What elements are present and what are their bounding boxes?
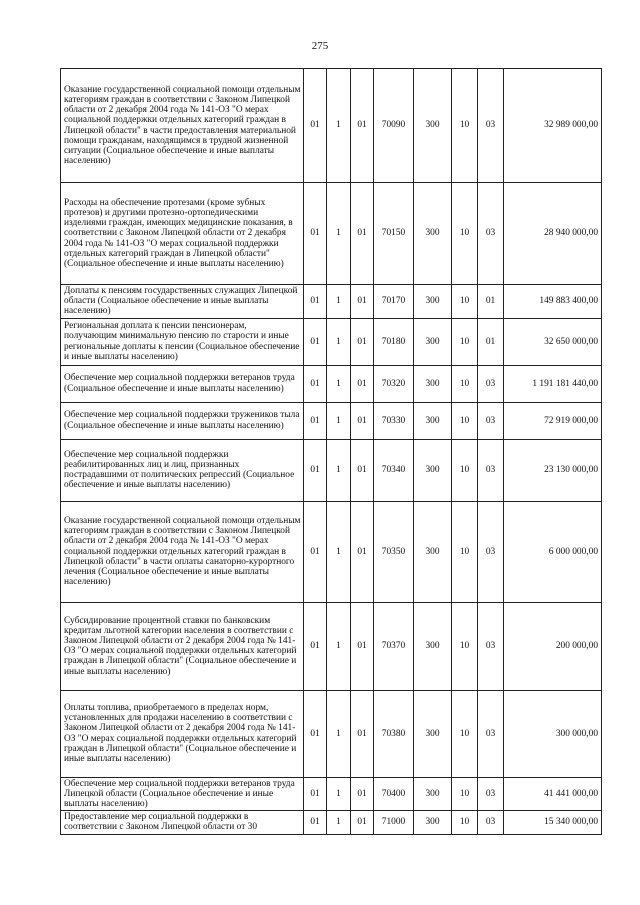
main-activity-code: 01 (351, 318, 374, 365)
subprogram-code: 1 (327, 318, 351, 365)
amount: 32 989 000,00 (504, 69, 602, 183)
subsection-code: 03 (478, 183, 504, 285)
amount: 15 340 000,00 (504, 811, 602, 834)
section-code: 10 (452, 365, 478, 402)
expense-description: Обеспечение мер социальной поддержки тружеников тыла (Социальное обеспечение и иные выплаты населению) (61, 402, 304, 439)
direction-code: 70090 (374, 69, 414, 183)
main-activity-code: 01 (351, 501, 374, 602)
program-code: 01 (304, 318, 327, 365)
section-code: 10 (452, 777, 478, 811)
subprogram-code: 1 (327, 285, 351, 319)
section-code: 10 (452, 811, 478, 834)
amount: 32 650 000,00 (504, 318, 602, 365)
expense-type-code: 300 (414, 690, 452, 777)
expense-type-code: 300 (414, 811, 452, 834)
direction-code: 70380 (374, 690, 414, 777)
subsection-code: 03 (478, 690, 504, 777)
subprogram-code: 1 (327, 439, 351, 501)
amount: 1 191 181 440,00 (504, 365, 602, 402)
section-code: 10 (452, 439, 478, 501)
expense-description: Оказание государственной социальной помощи отдельным категориям граждан в соответствии с Законом Липецкой области от 2 декабря 2004 года № 141-ОЗ "О мерах социальной поддержки отдельных категорий граждан в Липецкой области" в части оплаты санаторно-курортного лечения (Социальное обеспечение и иные выплаты населению) (61, 501, 304, 602)
amount: 41 441 000,00 (504, 777, 602, 811)
subprogram-code: 1 (327, 69, 351, 183)
table-row (61, 285, 602, 319)
expense-type-code: 300 (414, 439, 452, 501)
section-code: 10 (452, 602, 478, 690)
table-row (61, 183, 602, 285)
direction-code: 70150 (374, 183, 414, 285)
amount: 72 919 000,00 (504, 402, 602, 439)
main-activity-code: 01 (351, 183, 374, 285)
table-row (61, 602, 602, 690)
main-activity-code: 01 (351, 402, 374, 439)
table-body (61, 69, 602, 835)
subsection-code: 03 (478, 777, 504, 811)
expense-type-code: 300 (414, 777, 452, 811)
subsection-code: 01 (478, 285, 504, 319)
expense-type-code: 300 (414, 285, 452, 319)
page-number: 275 (311, 40, 329, 52)
subsection-code: 03 (478, 439, 504, 501)
main-activity-code: 01 (351, 777, 374, 811)
subsection-code: 01 (478, 318, 504, 365)
program-code: 01 (304, 501, 327, 602)
subsection-code: 03 (478, 365, 504, 402)
program-code: 01 (304, 285, 327, 319)
program-code: 01 (304, 69, 327, 183)
section-code: 10 (452, 318, 478, 365)
expense-description: Доплаты к пенсиям государственных служащих Липецкой области (Социальное обеспечение и иные выплаты населению) (61, 285, 304, 319)
subsection-code: 03 (478, 69, 504, 183)
program-code: 01 (304, 439, 327, 501)
subprogram-code: 1 (327, 365, 351, 402)
program-code: 01 (304, 690, 327, 777)
program-code: 01 (304, 811, 327, 834)
table-row (61, 690, 602, 777)
subprogram-code: 1 (327, 402, 351, 439)
expense-type-code: 300 (414, 318, 452, 365)
main-activity-code: 01 (351, 285, 374, 319)
program-code: 01 (304, 402, 327, 439)
section-code: 10 (452, 285, 478, 319)
subprogram-code: 1 (327, 690, 351, 777)
expense-description: Предоставление мер социальной поддержки в соответствии с Законом Липецкой области от 30 (61, 811, 304, 834)
subsection-code: 03 (478, 501, 504, 602)
direction-code: 70400 (374, 777, 414, 811)
table-row (61, 501, 602, 602)
direction-code: 71000 (374, 811, 414, 834)
expense-type-code: 300 (414, 365, 452, 402)
table-row (61, 439, 602, 501)
amount: 149 883 400,00 (504, 285, 602, 319)
subprogram-code: 1 (327, 183, 351, 285)
expense-description: Субсидирование процентной ставки по банковским кредитам льготной категории населения в соответствии с Законом Липецкой области от 2 декабря 2004 года № 141-ОЗ "О мерах социальной поддержки отдельных категорий граждан в Липецкой области" (Социальное обеспечение и иные выплаты населению) (61, 602, 304, 690)
direction-code: 70340 (374, 439, 414, 501)
subprogram-code: 1 (327, 777, 351, 811)
budget-table (60, 68, 602, 835)
expense-description: Обеспечение мер социальной поддержки реабилитированных лиц и лиц, признанных пострадавшими от политических репрессий (Социальное обеспечение и иные выплаты населению) (61, 439, 304, 501)
program-code: 01 (304, 602, 327, 690)
program-code: 01 (304, 183, 327, 285)
table-row (61, 402, 602, 439)
program-code: 01 (304, 365, 327, 402)
main-activity-code: 01 (351, 439, 374, 501)
expense-description: Обеспечение мер социальной поддержки ветеранов труда Липецкой области (Социальное обеспечение и иные выплаты населению) (61, 777, 304, 811)
subsection-code: 03 (478, 602, 504, 690)
section-code: 10 (452, 501, 478, 602)
main-activity-code: 01 (351, 690, 374, 777)
direction-code: 70370 (374, 602, 414, 690)
table-row (61, 69, 602, 183)
table-row (61, 777, 602, 811)
expense-type-code: 300 (414, 69, 452, 183)
subprogram-code: 1 (327, 501, 351, 602)
direction-code: 70350 (374, 501, 414, 602)
expense-description: Обеспечение мер социальной поддержки ветеранов труда (Социальное обеспечение и иные выплаты населению) (61, 365, 304, 402)
table-row (61, 365, 602, 402)
main-activity-code: 01 (351, 811, 374, 834)
section-code: 10 (452, 690, 478, 777)
expense-type-code: 300 (414, 501, 452, 602)
amount: 6 000 000,00 (504, 501, 602, 602)
direction-code: 70170 (374, 285, 414, 319)
subprogram-code: 1 (327, 602, 351, 690)
expense-description: Оплаты топлива, приобретаемого в пределах норм, установленных для продажи населению в соответствии с Законом Липецкой области от 2 декабря 2004 года № 141-ОЗ "О мерах социальной поддержки отдельных категорий граждан в Липецкой области" (Социальное обеспечение и иные выплаты населению) (61, 690, 304, 777)
subsection-code: 03 (478, 402, 504, 439)
amount: 28 940 000,00 (504, 183, 602, 285)
subsection-code: 03 (478, 811, 504, 834)
direction-code: 70180 (374, 318, 414, 365)
subprogram-code: 1 (327, 811, 351, 834)
main-activity-code: 01 (351, 69, 374, 183)
expense-description: Оказание государственной социальной помощи отдельным категориям граждан в соответствии с Законом Липецкой области от 2 декабря 2004 года № 141-ОЗ "О мерах социальной поддержки отдельных категорий граждан в Липецкой области" в части предоставления материальной помощи гражданам, находящимся в трудной жизненной ситуации (Социальное обеспечение и иные выплаты населению) (61, 69, 304, 183)
table-row (61, 318, 602, 365)
expense-description: Региональная доплата к пенсии пенсионерам, получающим минимальную пенсию по старости и иные региональные доплаты к пенсии (Социальное обеспечение и иные выплаты населению) (61, 318, 304, 365)
direction-code: 70330 (374, 402, 414, 439)
section-code: 10 (452, 183, 478, 285)
amount: 23 130 000,00 (504, 439, 602, 501)
amount: 300 000,00 (504, 690, 602, 777)
table-row (61, 811, 602, 834)
main-activity-code: 01 (351, 602, 374, 690)
expense-type-code: 300 (414, 183, 452, 285)
expense-type-code: 300 (414, 402, 452, 439)
section-code: 10 (452, 402, 478, 439)
amount: 200 000,00 (504, 602, 602, 690)
section-code: 10 (452, 69, 478, 183)
expense-type-code: 300 (414, 602, 452, 690)
direction-code: 70320 (374, 365, 414, 402)
program-code: 01 (304, 777, 327, 811)
main-activity-code: 01 (351, 365, 374, 402)
expense-description: Расходы на обеспечение протезами (кроме зубных протезов) и другими протезно-ортопедическими изделиями граждан, имеющих медицинские показания, в соответствии с Законом Липецкой области от 2 декабря 2004 года № 141-ОЗ "О мерах социальной поддержки отдельных категорий граждан в Липецкой области" (Социальное обеспечение и иные выплаты населению) (61, 183, 304, 285)
